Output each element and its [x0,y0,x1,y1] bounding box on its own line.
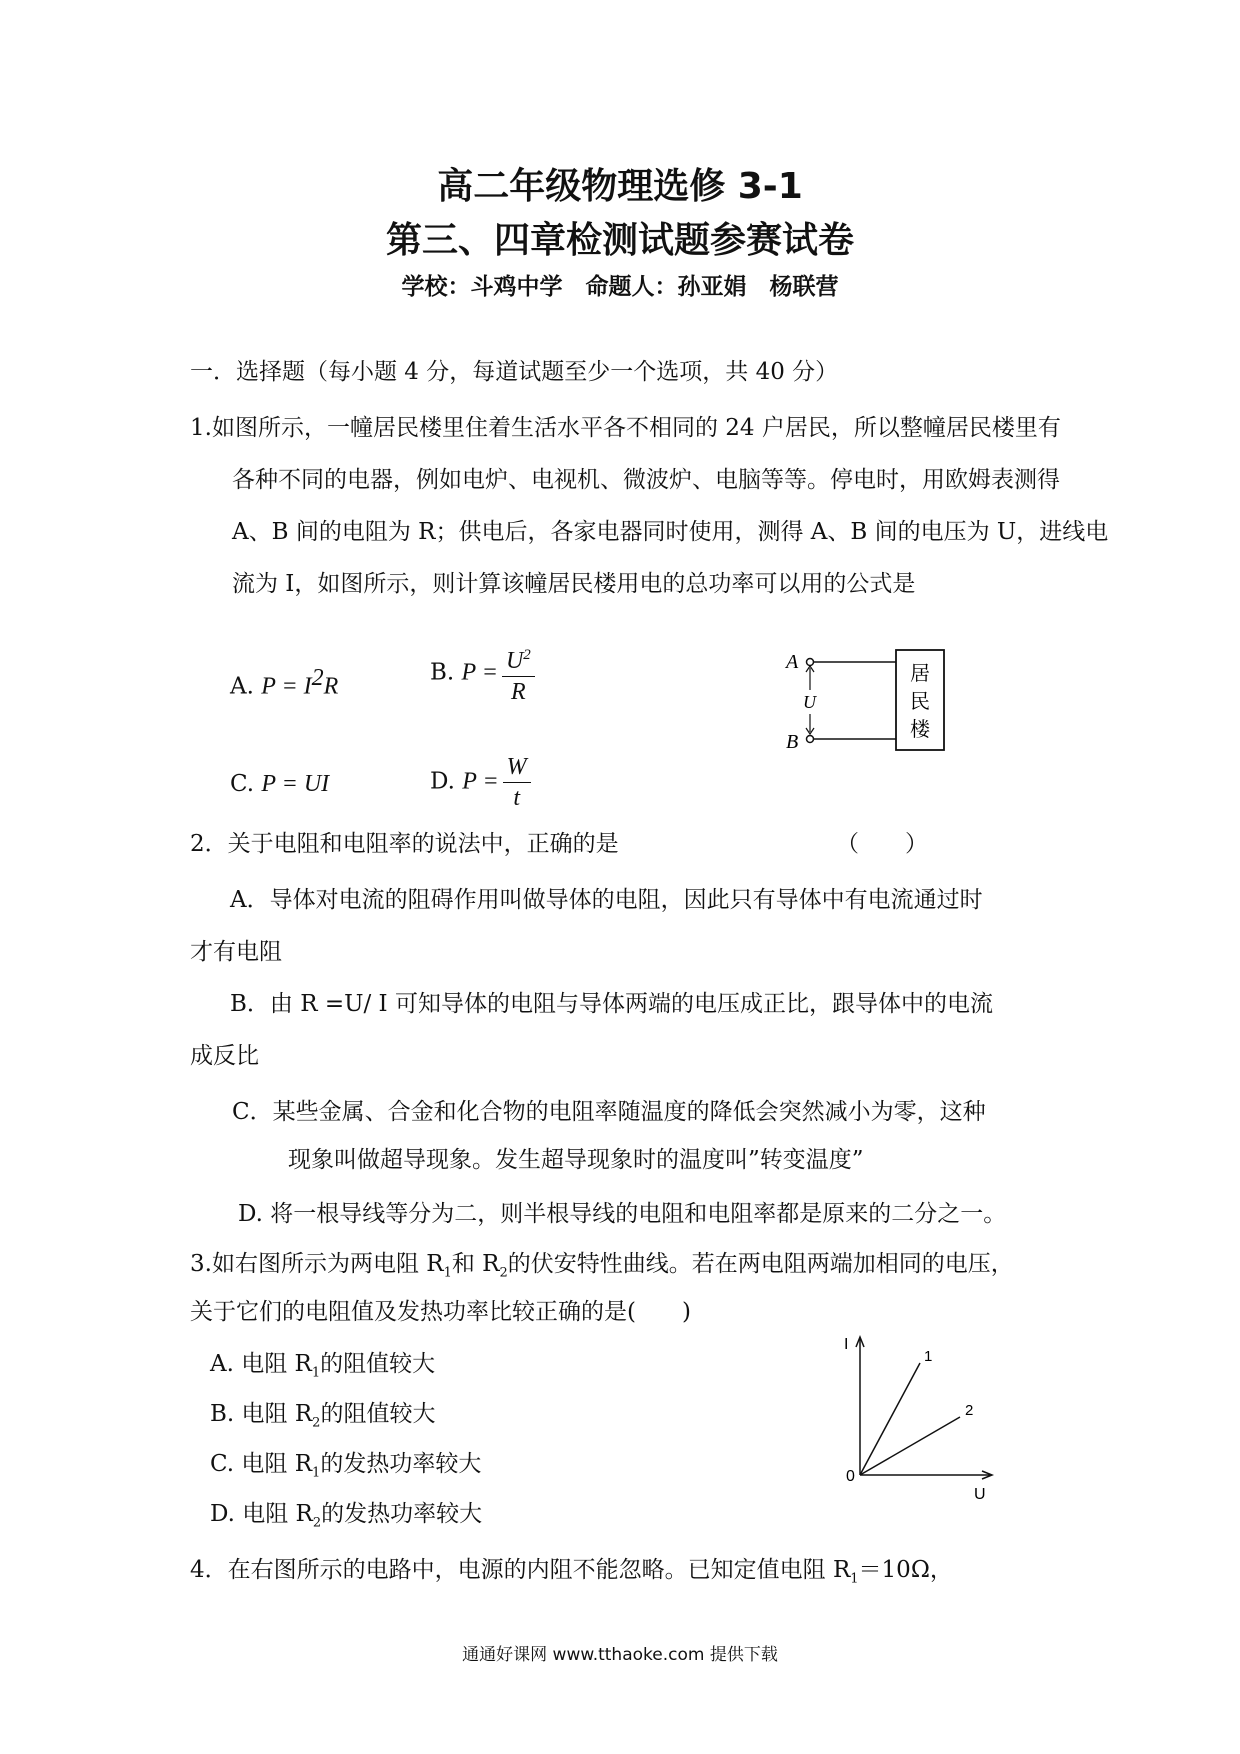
q3-option-c: C. 电阻 $R_1$的发热功率较大 [210,1451,482,1481]
label-b: B [786,731,799,753]
q2-option-c-line2: 现象叫做超导现象。发生超导现象时的温度叫”转变温度” [288,1147,864,1173]
q3-option-d: D. 电阻 $R_2$的发热功率较大 [210,1501,483,1531]
y-axis-label: I [844,1336,849,1353]
origin-label: 0 [846,1468,855,1485]
q2-stem: 2．关于电阻和电阻率的说法中，正确的是 [190,831,619,857]
q1-line3: A、B 间的电阻为 R；供电后，各家电器同时使用，测得 A、B 间的电压为 U，进线电 [232,519,1109,545]
footer-source: 通通好课网 www.tthaoke.com 提供下载 [462,1645,778,1665]
q3-option-b: B. 电阻 $R_2$的阻值较大 [210,1401,436,1431]
box-char-3: 楼 [910,717,930,741]
label-a: A [786,651,799,673]
subtitle-school-authors: 学校：斗鸡中学 命题人：孙亚娟 杨联营 [401,274,839,300]
q1-line1: 1.如图所示，一幢居民楼里住着生活水平各不相同的 24 户居民，所以整幢居民楼里有 [190,415,1061,441]
q2-option-b-line1: B．由 R =U/ I 可知导体的电阻与导体两端的电压成正比，跟导体中的电流 [230,991,993,1017]
q4-line1: 4．在右图所示的电路中，电源的内阻不能忽略。已知定值电阻 $R_1=10\Omega$， [190,1557,953,1587]
q2-option-a-line1: A．导体对电流的阻碍作用叫做导体的电阻，因此只有导体中有电流通过时 [230,887,983,913]
q2-option-b-line2: 成反比 [190,1043,259,1069]
q3-line2: 关于它们的电阻值及发热功率比较正确的是( ) [190,1299,691,1325]
q3-line1: 3.如右图所示为两电阻 $R_1$和 $R_2$的伏安特性曲线。若在两电阻两端加相同的电压， [190,1251,1014,1281]
title-exam: 第三、四章检测试题参赛试卷 [385,220,854,261]
q1-option-a: A. $P = I^2R$ [230,665,339,700]
q3-iu-graph [820,1325,1000,1505]
box-char-2: 民 [910,689,930,713]
q2-option-d: D. 将一根导线等分为二，则半根导线的电阻和电阻率都是原来的二分之一。 [238,1201,1007,1227]
q2-option-c-line1: C．某些金属、合金和化合物的电阻率随温度的降低会突然减小为零，这种 [232,1099,986,1125]
q1-line4: 流为 I，如图所示，则计算该幢居民楼用电的总功率可以用的公式是 [232,571,916,597]
q1-option-b: B. P = $\frac{U^2}{R}$ [430,640,535,707]
q1-option-c: C. P = UI [230,771,330,797]
x-axis-label: U [974,1486,986,1503]
terminal-a [807,659,814,666]
curve-1-label: 1 [924,1348,933,1365]
q3-option-a: A. 电阻 $R_1$的阻值较大 [210,1351,436,1381]
q1-line2: 各种不同的电器，例如电炉、电视机、微波炉、电脑等等。停电时，用欧姆表测得 [232,467,1060,493]
q2-option-a-line2: 才有电阻 [190,939,282,965]
title-course: 高二年级物理选修 3-1 [437,166,803,207]
q1-option-d: D. P = $\frac{W}{t}$ [430,752,531,813]
q1-building-diagram [770,640,950,760]
curve-2-label: 2 [965,1402,974,1419]
box-char-1: 居 [910,661,930,685]
section-heading: 一．选择题（每小题 4 分，每道试题至少一个选项，共 40 分） [190,359,839,385]
q2-answer-paren: （ ） [836,831,928,857]
label-u: U [803,692,816,712]
terminal-b [807,736,814,743]
